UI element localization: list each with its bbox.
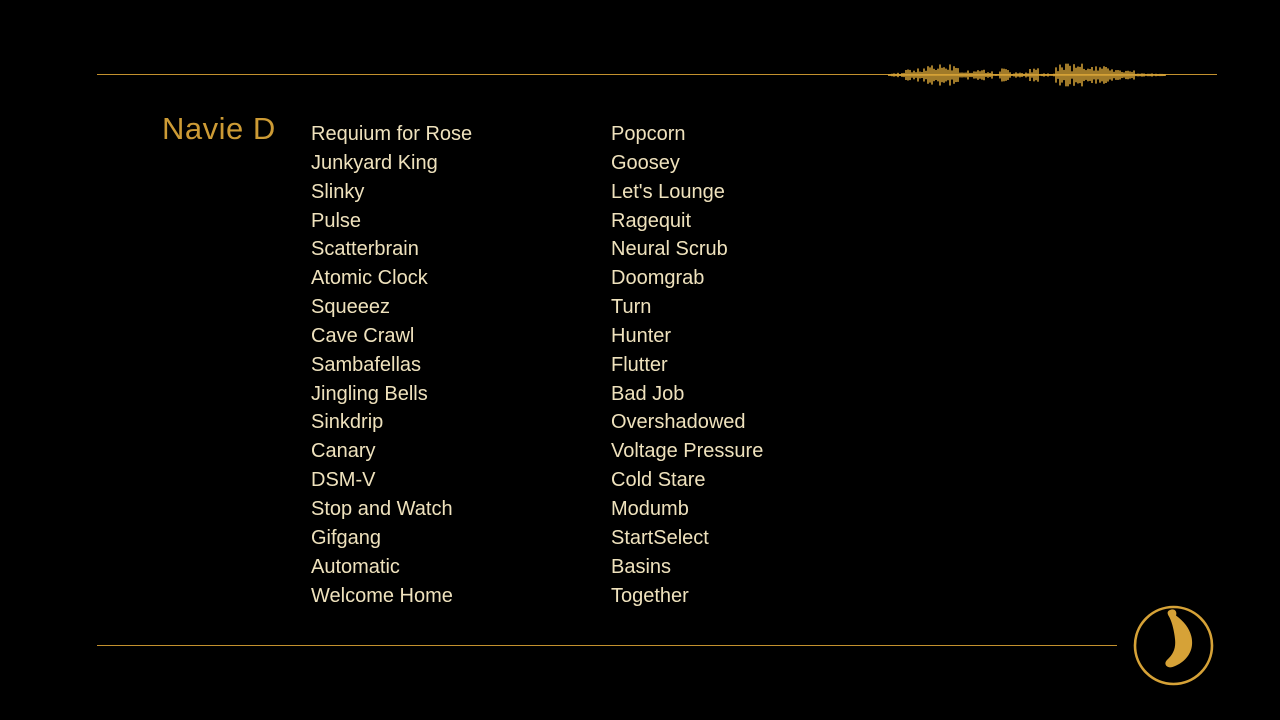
- track-item: Basins: [611, 555, 672, 578]
- track-item: Neural Scrub: [611, 238, 728, 261]
- track-list-column-1: [311, 120, 472, 610]
- track-item: DSM-V: [311, 469, 376, 492]
- track-item: Welcome Home: [311, 584, 453, 607]
- track-item: Requium for Rose: [311, 123, 473, 145]
- track-item: Ragequit: [611, 209, 692, 232]
- track-item: Sinkdrip: [311, 411, 384, 434]
- track-item: Let's Lounge: [611, 180, 725, 203]
- track-item: Squeeez: [311, 296, 390, 319]
- track-item: Canary: [311, 440, 376, 463]
- track-item: Jingling Bells: [311, 382, 428, 405]
- track-item: Doomgrab: [611, 267, 705, 290]
- track-item: Overshadowed: [611, 411, 746, 434]
- track-item: Pulse: [311, 209, 362, 232]
- track-item: Turn: [611, 296, 652, 319]
- track-item: Cold Stare: [611, 469, 706, 492]
- track-item: StartSelect: [611, 526, 709, 549]
- track-item: Junkyard King: [311, 151, 438, 174]
- track-item: Automatic: [311, 555, 400, 578]
- track-item: Gifgang: [311, 526, 382, 549]
- track-list-column-2: [611, 120, 763, 610]
- track-item: Goosey: [611, 151, 680, 174]
- track-item: Cave Crawl: [311, 324, 415, 347]
- track-item: Atomic Clock: [311, 267, 428, 290]
- track-item: Stop and Watch: [311, 497, 453, 520]
- track-item: Flutter: [611, 353, 668, 376]
- track-item: Hunter: [611, 324, 672, 347]
- track-item: Scatterbrain: [311, 238, 419, 261]
- track-item: Bad Job: [611, 382, 685, 405]
- track-item: Together: [611, 584, 689, 607]
- track-item: Sambafellas: [311, 353, 422, 376]
- audio-waveform-icon: [888, 58, 1166, 92]
- track-item: Voltage Pressure: [611, 440, 764, 463]
- track-item: Slinky: [311, 180, 365, 203]
- banana-circle-logo-icon: [1131, 603, 1216, 688]
- track-item: Popcorn: [611, 123, 686, 145]
- artist-title: Navie D: [162, 111, 276, 146]
- bottom-divider-line: [97, 645, 1117, 646]
- track-item: Modumb: [611, 497, 689, 520]
